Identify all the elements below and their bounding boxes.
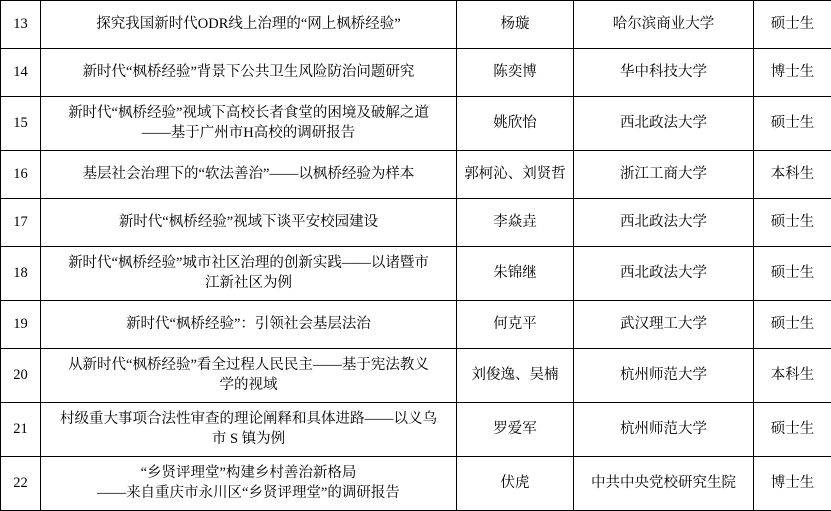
row-level: 硕士生 bbox=[754, 301, 831, 349]
title-line: 市 S 镇为例 bbox=[45, 430, 452, 450]
table-row bbox=[1, 151, 831, 199]
row-index: 19 bbox=[1, 301, 41, 349]
row-title bbox=[41, 403, 457, 457]
row-level: 硕士生 bbox=[754, 1, 831, 49]
table-row bbox=[1, 49, 831, 97]
row-level: 硕士生 bbox=[754, 403, 831, 457]
row-school: 哈尔滨商业大学 bbox=[574, 1, 754, 49]
row-index: 13 bbox=[1, 1, 41, 49]
title-line: “乡贤评理堂”构建乡村善治新格局 bbox=[45, 464, 452, 484]
row-index: 21 bbox=[1, 403, 41, 457]
title-line: 新时代“枫桥经验”视域下高校长者食堂的困境及破解之道 bbox=[45, 104, 452, 124]
row-school: 西北政法大学 bbox=[574, 247, 754, 301]
title-line: ——来自重庆市永川区“乡贤评理堂”的调研报告 bbox=[45, 484, 452, 504]
row-author: 姚欣怡 bbox=[457, 97, 574, 151]
row-index: 14 bbox=[1, 49, 41, 97]
title-line: 新时代“枫桥经验”城市社区治理的创新实践——以诸暨市 bbox=[45, 254, 452, 274]
title-line: 新时代“枫桥经验”背景下公共卫生风险防治问题研究 bbox=[45, 63, 452, 83]
row-level: 硕士生 bbox=[754, 97, 831, 151]
row-school: 中共中央党校研究生院 bbox=[574, 457, 754, 511]
title-line: 探究我国新时代ODR线上治理的“网上枫桥经验” bbox=[45, 15, 452, 35]
row-title bbox=[41, 199, 457, 247]
row-school: 西北政法大学 bbox=[574, 199, 754, 247]
title-line: 村级重大事项合法性审查的理论阐释和具体进路——以义乌 bbox=[45, 410, 452, 430]
row-level: 硕士生 bbox=[754, 247, 831, 301]
table-row bbox=[1, 247, 831, 301]
row-level: 博士生 bbox=[754, 49, 831, 97]
row-school: 杭州师范大学 bbox=[574, 349, 754, 403]
row-level: 本科生 bbox=[754, 151, 831, 199]
row-author: 朱锦继 bbox=[457, 247, 574, 301]
row-school: 西北政法大学 bbox=[574, 97, 754, 151]
row-level: 博士生 bbox=[754, 457, 831, 511]
row-author: 陈奕博 bbox=[457, 49, 574, 97]
table-row bbox=[1, 403, 831, 457]
row-school: 浙江工商大学 bbox=[574, 151, 754, 199]
row-index: 16 bbox=[1, 151, 41, 199]
row-author: 郭柯沁、刘贤哲 bbox=[457, 151, 574, 199]
row-title bbox=[41, 301, 457, 349]
row-level: 本科生 bbox=[754, 349, 831, 403]
row-school: 华中科技大学 bbox=[574, 49, 754, 97]
title-line: ——基于广州市H高校的调研报告 bbox=[45, 124, 452, 144]
table-row bbox=[1, 349, 831, 403]
row-title bbox=[41, 349, 457, 403]
row-title bbox=[41, 151, 457, 199]
table-body bbox=[1, 1, 831, 511]
table-row bbox=[1, 1, 831, 49]
title-line: 基层社会治理下的“软法善治”——以枫桥经验为样本 bbox=[45, 165, 452, 185]
row-title bbox=[41, 457, 457, 511]
row-index: 17 bbox=[1, 199, 41, 247]
row-title bbox=[41, 1, 457, 49]
row-school: 杭州师范大学 bbox=[574, 403, 754, 457]
row-author: 李焱垚 bbox=[457, 199, 574, 247]
title-line: 学的视域 bbox=[45, 376, 452, 396]
row-school: 武汉理工大学 bbox=[574, 301, 754, 349]
title-line: 新时代“枫桥经验”：引领社会基层法治 bbox=[45, 315, 452, 335]
title-line: 新时代“枫桥经验”视域下谈平安校园建设 bbox=[45, 213, 452, 233]
title-line: 江新社区为例 bbox=[45, 274, 452, 294]
row-index: 22 bbox=[1, 457, 41, 511]
row-level: 硕士生 bbox=[754, 199, 831, 247]
row-author: 伏虎 bbox=[457, 457, 574, 511]
row-author: 何克平 bbox=[457, 301, 574, 349]
table-row bbox=[1, 301, 831, 349]
table-row bbox=[1, 199, 831, 247]
title-line: 从新时代“枫桥经验”看全过程人民民主——基于宪法教义 bbox=[45, 356, 452, 376]
row-title bbox=[41, 247, 457, 301]
row-author: 罗爱军 bbox=[457, 403, 574, 457]
table-row bbox=[1, 457, 831, 511]
row-author: 刘俊逸、吴楠 bbox=[457, 349, 574, 403]
row-index: 15 bbox=[1, 97, 41, 151]
row-title bbox=[41, 97, 457, 151]
row-index: 20 bbox=[1, 349, 41, 403]
row-author: 杨璇 bbox=[457, 1, 574, 49]
row-title bbox=[41, 49, 457, 97]
table-row bbox=[1, 97, 831, 151]
row-index: 18 bbox=[1, 247, 41, 301]
